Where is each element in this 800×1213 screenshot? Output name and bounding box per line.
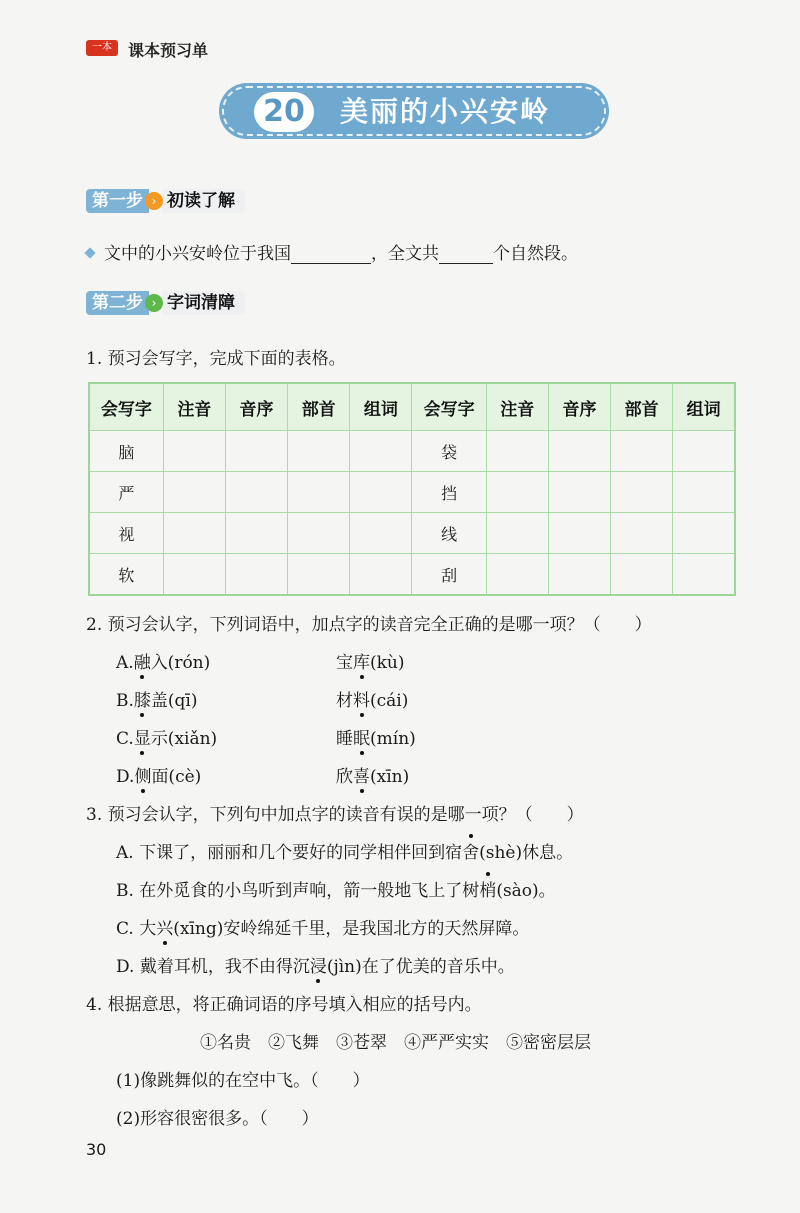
answer-cell[interactable] bbox=[163, 513, 225, 554]
answer-cell[interactable] bbox=[548, 513, 610, 554]
table-row bbox=[89, 472, 735, 513]
character-cell: 严 bbox=[89, 472, 163, 513]
col-header: 组词 bbox=[350, 383, 412, 431]
character-cell: 视 bbox=[89, 513, 163, 554]
answer-cell[interactable] bbox=[611, 513, 673, 554]
table-row bbox=[89, 513, 735, 554]
option-text: A. 下课了，丽丽和几个要好的同学相伴回到宿 bbox=[116, 843, 463, 863]
option-letter: A. bbox=[116, 653, 134, 673]
q2-option-c[interactable] bbox=[116, 724, 217, 749]
q2-option-b-word2 bbox=[336, 686, 408, 711]
step1-text-c: 个自然段。 bbox=[493, 244, 578, 264]
dotted-char: 喜 bbox=[353, 762, 370, 787]
q4-word-bank: ①名贵 ②飞舞 ③苍翠 ④严严实实 ⑤密密层层 bbox=[200, 1033, 591, 1053]
table-row bbox=[89, 554, 735, 596]
q2-option-a-word2 bbox=[336, 648, 405, 673]
col-header: 音序 bbox=[548, 383, 610, 431]
option-letter: D. bbox=[116, 767, 135, 787]
step1-tag: 第一步 bbox=[86, 189, 149, 213]
answer-cell[interactable] bbox=[611, 431, 673, 472]
option-text: 示(xiǎn) bbox=[150, 729, 218, 749]
q1-prompt: 1. 预习会写字，完成下面的表格。 bbox=[86, 349, 346, 369]
option-letter: C. bbox=[116, 729, 134, 749]
q2-option-a[interactable] bbox=[116, 648, 210, 673]
dotted-char: 眠 bbox=[353, 724, 370, 749]
answer-cell[interactable] bbox=[350, 554, 412, 596]
dotted-char: 显 bbox=[134, 724, 151, 749]
option-text: (kù) bbox=[370, 653, 405, 673]
option-text: C. 大 bbox=[116, 919, 157, 939]
q2-prompt: 2. 预习会认字，下列词语中，加点字的读音完全正确的是哪一项？（ ） bbox=[86, 615, 652, 635]
step1-label bbox=[86, 187, 245, 215]
option-text: (xīng)安岭绵延千里，是我国北方的天然屏障。 bbox=[173, 919, 530, 939]
series-badge: 一本 bbox=[86, 40, 118, 56]
answer-cell[interactable] bbox=[548, 431, 610, 472]
answer-cell[interactable] bbox=[611, 472, 673, 513]
dotted-char: 侧 bbox=[134, 762, 151, 787]
q4-item-2[interactable]: (2)形容很密很多。（ ） bbox=[116, 1109, 319, 1129]
step1-name: 初读了解 bbox=[163, 189, 245, 213]
option-text: (xīn) bbox=[370, 767, 410, 787]
section-header: 课本预习单 bbox=[128, 41, 209, 60]
col-header: 部首 bbox=[611, 383, 673, 431]
answer-cell[interactable] bbox=[350, 513, 412, 554]
q3-option-c[interactable] bbox=[116, 914, 529, 939]
dotted-char: 库 bbox=[353, 648, 370, 673]
step2-tag: 第二步 bbox=[86, 291, 149, 315]
answer-cell[interactable] bbox=[350, 431, 412, 472]
dotted-char: 膝 bbox=[134, 686, 151, 711]
option-text: 宝 bbox=[336, 653, 353, 673]
dotted-char: 料 bbox=[353, 686, 370, 711]
paragraph-count-blank[interactable] bbox=[439, 263, 493, 264]
option-text: 面(cè) bbox=[151, 767, 202, 787]
answer-cell[interactable] bbox=[486, 472, 548, 513]
col-header: 音序 bbox=[225, 383, 287, 431]
step1-text-a: 文中的小兴安岭位于我国 bbox=[104, 244, 291, 264]
character-table bbox=[88, 382, 736, 596]
q4-item-1[interactable]: (1)像跳舞似的在空中飞。（ ） bbox=[116, 1071, 370, 1091]
answer-cell[interactable] bbox=[673, 513, 735, 554]
option-text: 盖(qī) bbox=[150, 691, 198, 711]
option-text: 欣 bbox=[336, 767, 353, 787]
answer-cell[interactable] bbox=[673, 554, 735, 596]
col-header: 会写字 bbox=[89, 383, 163, 431]
q2-option-d[interactable] bbox=[116, 762, 201, 787]
q3-option-b[interactable] bbox=[116, 876, 556, 901]
dotted-char: 融 bbox=[134, 648, 151, 673]
col-header: 部首 bbox=[288, 383, 350, 431]
q3-option-a[interactable] bbox=[116, 838, 573, 863]
answer-cell[interactable] bbox=[673, 472, 735, 513]
answer-cell[interactable] bbox=[548, 554, 610, 596]
col-header: 会写字 bbox=[412, 383, 486, 431]
option-text: (cái) bbox=[370, 691, 409, 711]
character-cell: 刮 bbox=[412, 554, 486, 596]
col-header: 注音 bbox=[486, 383, 548, 431]
dotted-char: 梢 bbox=[479, 876, 496, 901]
col-header: 注音 bbox=[163, 383, 225, 431]
option-text: D. 戴着耳机，我不由得沉 bbox=[116, 957, 310, 977]
character-cell: 线 bbox=[412, 513, 486, 554]
col-header: 组词 bbox=[673, 383, 735, 431]
answer-cell[interactable] bbox=[225, 472, 287, 513]
diamond-bullet-icon bbox=[84, 247, 95, 258]
option-text: 材 bbox=[336, 691, 353, 711]
page-number: 30 bbox=[86, 1140, 107, 1159]
answer-cell[interactable] bbox=[486, 554, 548, 596]
answer-cell[interactable] bbox=[548, 472, 610, 513]
option-text: (jìn)在了优美的音乐中。 bbox=[326, 957, 515, 977]
step2-label bbox=[86, 289, 245, 317]
step2-name: 字词清障 bbox=[163, 291, 245, 315]
answer-cell[interactable] bbox=[486, 513, 548, 554]
character-cell: 袋 bbox=[412, 431, 486, 472]
q2-option-b[interactable] bbox=[116, 686, 198, 711]
option-text: 入(rón) bbox=[150, 653, 211, 673]
answer-cell[interactable] bbox=[611, 554, 673, 596]
answer-cell[interactable] bbox=[288, 472, 350, 513]
answer-cell[interactable] bbox=[225, 513, 287, 554]
answer-cell[interactable] bbox=[288, 554, 350, 596]
table-row bbox=[89, 431, 735, 472]
step1-question bbox=[86, 239, 578, 264]
option-text: (sào)。 bbox=[496, 881, 556, 901]
answer-cell[interactable] bbox=[350, 472, 412, 513]
answer-cell[interactable] bbox=[163, 554, 225, 596]
lesson-number: 20 bbox=[254, 92, 314, 132]
option-text: (shè)休息。 bbox=[479, 843, 574, 863]
table-header-row bbox=[89, 383, 735, 431]
answer-cell[interactable] bbox=[225, 431, 287, 472]
dotted-char: 浸 bbox=[310, 952, 327, 977]
chevron-right-icon: › bbox=[145, 192, 163, 210]
option-text: 睡 bbox=[336, 729, 353, 749]
country-blank[interactable] bbox=[291, 263, 371, 264]
answer-cell[interactable] bbox=[288, 513, 350, 554]
character-cell: 挡 bbox=[412, 472, 486, 513]
option-letter: B. bbox=[116, 691, 134, 711]
q2-option-c-word2 bbox=[336, 724, 416, 749]
answer-cell[interactable] bbox=[163, 431, 225, 472]
answer-cell[interactable] bbox=[225, 554, 287, 596]
option-text: (mín) bbox=[370, 729, 416, 749]
dotted-char: 舍 bbox=[462, 838, 479, 863]
dotted-char: 兴 bbox=[156, 914, 173, 939]
option-text: B. 在外觅食的小鸟听到声响，箭一般地飞上了树 bbox=[116, 881, 480, 901]
chevron-right-icon: › bbox=[145, 294, 163, 312]
step1-text-b: ，全文共 bbox=[371, 244, 439, 264]
q2-option-d-word2 bbox=[336, 762, 409, 787]
lesson-title: 美丽的小兴安岭 bbox=[340, 95, 551, 128]
character-cell: 脑 bbox=[89, 431, 163, 472]
answer-cell[interactable] bbox=[486, 431, 548, 472]
q3-prompt: 3. 预习会认字，下列句中加点字的读音有误的是哪一项？（ ） bbox=[86, 805, 584, 825]
answer-cell[interactable] bbox=[673, 431, 735, 472]
q4-prompt: 4. 根据意思，将正确词语的序号填入相应的括号内。 bbox=[86, 995, 482, 1015]
character-cell: 软 bbox=[89, 554, 163, 596]
answer-cell[interactable] bbox=[288, 431, 350, 472]
answer-cell[interactable] bbox=[163, 472, 225, 513]
q3-option-d[interactable] bbox=[116, 952, 515, 977]
